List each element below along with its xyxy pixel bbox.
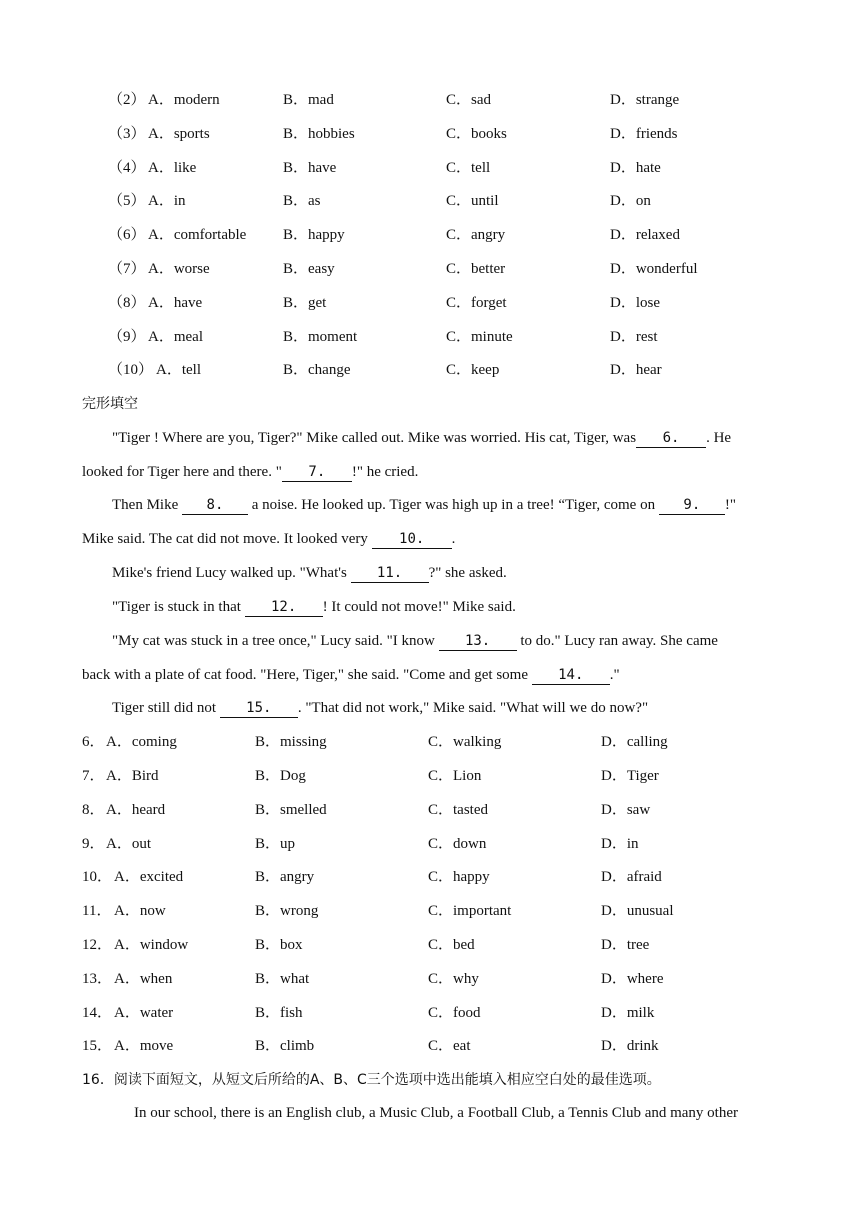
option-b: B．what	[255, 971, 310, 987]
question-number: 8．	[82, 802, 105, 818]
passage-text: .	[451, 531, 456, 547]
option-d: D．strange	[610, 92, 680, 108]
section-heading: 完形填空	[82, 396, 138, 412]
passage-line	[82, 663, 782, 687]
question-number: （2）	[108, 92, 146, 108]
option-b: B．smelled	[255, 802, 327, 818]
option-a: A．Bird	[106, 768, 159, 784]
option-b: B．hobbies	[283, 126, 355, 142]
option-c: C．forget	[446, 295, 507, 311]
option-a: A．move	[114, 1038, 174, 1054]
question-number: 10．	[82, 869, 113, 885]
option-a: A．comfortable	[148, 227, 247, 243]
option-a: A．when	[114, 971, 173, 987]
question-number: （9）	[108, 329, 146, 345]
option-c: C．tasted	[428, 802, 488, 818]
option-c: C．Lion	[428, 768, 482, 784]
option-row	[0, 223, 860, 247]
option-a: A．in	[148, 193, 186, 209]
option-d: D．friends	[610, 126, 678, 142]
answer-blank-7: 7.	[282, 463, 352, 482]
option-d: D．afraid	[601, 869, 662, 885]
answer-blank-8: 8.	[182, 496, 248, 515]
option-row	[0, 189, 860, 213]
passage-line	[82, 460, 782, 484]
option-row	[0, 1034, 860, 1058]
option-c: C．better	[446, 261, 506, 277]
option-c: C．tell	[446, 160, 491, 176]
option-c: C．books	[446, 126, 507, 142]
question-number: 12．	[82, 937, 113, 953]
passage-line	[112, 493, 812, 517]
option-row	[0, 291, 860, 315]
passage-text: . "That did not work," Mike said. "What will we do now?"	[297, 700, 649, 716]
option-d: D．hate	[610, 160, 661, 176]
option-row	[0, 764, 860, 788]
answer-blank-14: 14.	[532, 666, 610, 685]
option-a: A．tell	[156, 362, 201, 378]
question-number: 6．	[82, 734, 105, 750]
option-row	[0, 832, 860, 856]
question-number: （5）	[108, 193, 146, 209]
passage-text: Then Mike	[112, 497, 182, 513]
option-b: B．change	[283, 362, 351, 378]
option-a: A．sports	[148, 126, 210, 142]
option-d: D．milk	[601, 1005, 655, 1021]
option-row	[0, 325, 860, 349]
question-number: （7）	[108, 261, 146, 277]
option-b: B．as	[283, 193, 321, 209]
option-row	[0, 865, 860, 889]
answer-blank-15: 15.	[220, 699, 298, 718]
option-b: B．have	[283, 160, 337, 176]
answer-blank-13: 13.	[439, 632, 517, 651]
question-number: （10）	[108, 362, 154, 378]
option-c: C．angry	[446, 227, 506, 243]
passage-text: ."	[609, 667, 620, 683]
option-b: B．climb	[255, 1038, 315, 1054]
passage-text: ?" she asked.	[428, 565, 507, 581]
passage-text: "Tiger is stuck in that	[112, 599, 245, 615]
option-a: A．heard	[106, 802, 166, 818]
option-d: D．lose	[610, 295, 660, 311]
question-number: 15．	[82, 1038, 113, 1054]
option-b: B．fish	[255, 1005, 303, 1021]
option-c: C．why	[428, 971, 479, 987]
option-a: A．like	[148, 160, 197, 176]
option-c: C．food	[428, 1005, 481, 1021]
option-a: A．out	[106, 836, 152, 852]
option-d: D．calling	[601, 734, 668, 750]
passage-text: "My cat was stuck in a tree once," Lucy said. "I know	[112, 633, 439, 649]
option-b: B．missing	[255, 734, 327, 750]
passage-text: Mike said. The cat did not move. It looked very	[82, 531, 372, 547]
question-number: 7．	[82, 768, 105, 784]
option-row	[0, 1001, 860, 1025]
passage-text: "Tiger ! Where are you, Tiger?" Mike called out. Mike was worried. His cat, Tiger, was	[112, 430, 637, 446]
option-a: A．have	[148, 295, 203, 311]
option-b: B．get	[283, 295, 327, 311]
option-a: A．worse	[148, 261, 210, 277]
passage-line	[112, 595, 812, 619]
question-number: 14．	[82, 1005, 113, 1021]
option-b: B．angry	[255, 869, 315, 885]
passage-line	[112, 561, 812, 585]
option-a: A．coming	[106, 734, 177, 750]
option-a: A．meal	[148, 329, 203, 345]
option-c: C．happy	[428, 869, 490, 885]
option-c: C．bed	[428, 937, 475, 953]
question-number: （3）	[108, 126, 146, 142]
answer-blank-6: 6.	[636, 429, 706, 448]
question-number: （6）	[108, 227, 146, 243]
option-d: D．hear	[610, 362, 662, 378]
option-c: C．minute	[446, 329, 513, 345]
option-b: B．mad	[283, 92, 334, 108]
option-d: D．tree	[601, 937, 650, 953]
passage-text: looked for Tiger here and there. "	[82, 464, 282, 480]
answer-blank-12: 12.	[245, 598, 323, 617]
option-row	[0, 122, 860, 146]
passage-text: . He	[706, 430, 732, 446]
option-a: A．excited	[114, 869, 184, 885]
option-d: D．where	[601, 971, 664, 987]
passage-text: back with a plate of cat food. "Here, Tiger," she said. "Come and get some	[82, 667, 532, 683]
option-row	[0, 933, 860, 957]
option-d: D．on	[610, 193, 651, 209]
option-b: B．moment	[283, 329, 358, 345]
passage-text: Tiger still did not	[112, 700, 220, 716]
option-d: D．rest	[610, 329, 658, 345]
option-row	[0, 88, 860, 112]
option-b: B．Dog	[255, 768, 306, 784]
question-number: 11．	[82, 903, 112, 919]
option-row	[0, 257, 860, 281]
option-a: A．modern	[148, 92, 220, 108]
option-b: B．happy	[283, 227, 345, 243]
option-row	[0, 899, 860, 923]
option-d: D．relaxed	[610, 227, 680, 243]
passage-text: ! It could not move!" Mike said.	[322, 599, 516, 615]
option-c: C．down	[428, 836, 487, 852]
option-a: A．window	[114, 937, 189, 953]
passage-line	[112, 696, 812, 720]
passage-line	[82, 527, 782, 551]
option-c: C．eat	[428, 1038, 471, 1054]
question-16-instruction: 16．阅读下面短文，从短文后所给的A、B、C三个选项中选出能填入相应空白处的最佳选项。	[82, 1072, 661, 1088]
question-number: 13．	[82, 971, 113, 987]
option-c: C．important	[428, 903, 512, 919]
option-row	[0, 798, 860, 822]
passage-line	[112, 629, 812, 653]
option-row	[0, 156, 860, 180]
option-b: B．wrong	[255, 903, 319, 919]
option-c: C．sad	[446, 92, 492, 108]
option-b: B．easy	[283, 261, 335, 277]
answer-blank-9: 9.	[659, 496, 725, 515]
option-row	[0, 730, 860, 754]
option-c: C．until	[446, 193, 499, 209]
option-a: A．water	[114, 1005, 174, 1021]
option-c: C．keep	[446, 362, 500, 378]
option-c: C．walking	[428, 734, 502, 750]
option-d: D．drink	[601, 1038, 659, 1054]
answer-blank-10: 10.	[372, 530, 452, 549]
question-16-passage: In our school, there is an English club, a Music Club, a Football Club, a Tennis Club and many other	[134, 1105, 739, 1121]
passage-line	[112, 426, 812, 450]
option-b: B．up	[255, 836, 296, 852]
option-b: B．box	[255, 937, 303, 953]
option-d: D．unusual	[601, 903, 674, 919]
option-d: D．in	[601, 836, 639, 852]
passage-text: a noise. He looked up. Tiger was high up in a tree! “Tiger, come on	[247, 497, 659, 513]
passage-text: to do." Lucy ran away. She came	[516, 633, 718, 649]
answer-blank-11: 11.	[351, 564, 429, 583]
question-number: （4）	[108, 160, 146, 176]
option-d: D．Tiger	[601, 768, 659, 784]
question-number: 9．	[82, 836, 105, 852]
option-d: D．wonderful	[610, 261, 698, 277]
option-row	[0, 358, 860, 382]
option-d: D．saw	[601, 802, 651, 818]
passage-text: !"	[724, 497, 736, 513]
passage-text: Mike's friend Lucy walked up. "What's	[112, 565, 351, 581]
question-number: （8）	[108, 295, 146, 311]
option-a: A．now	[114, 903, 166, 919]
passage-text: !" he cried.	[351, 464, 419, 480]
option-row	[0, 967, 860, 991]
